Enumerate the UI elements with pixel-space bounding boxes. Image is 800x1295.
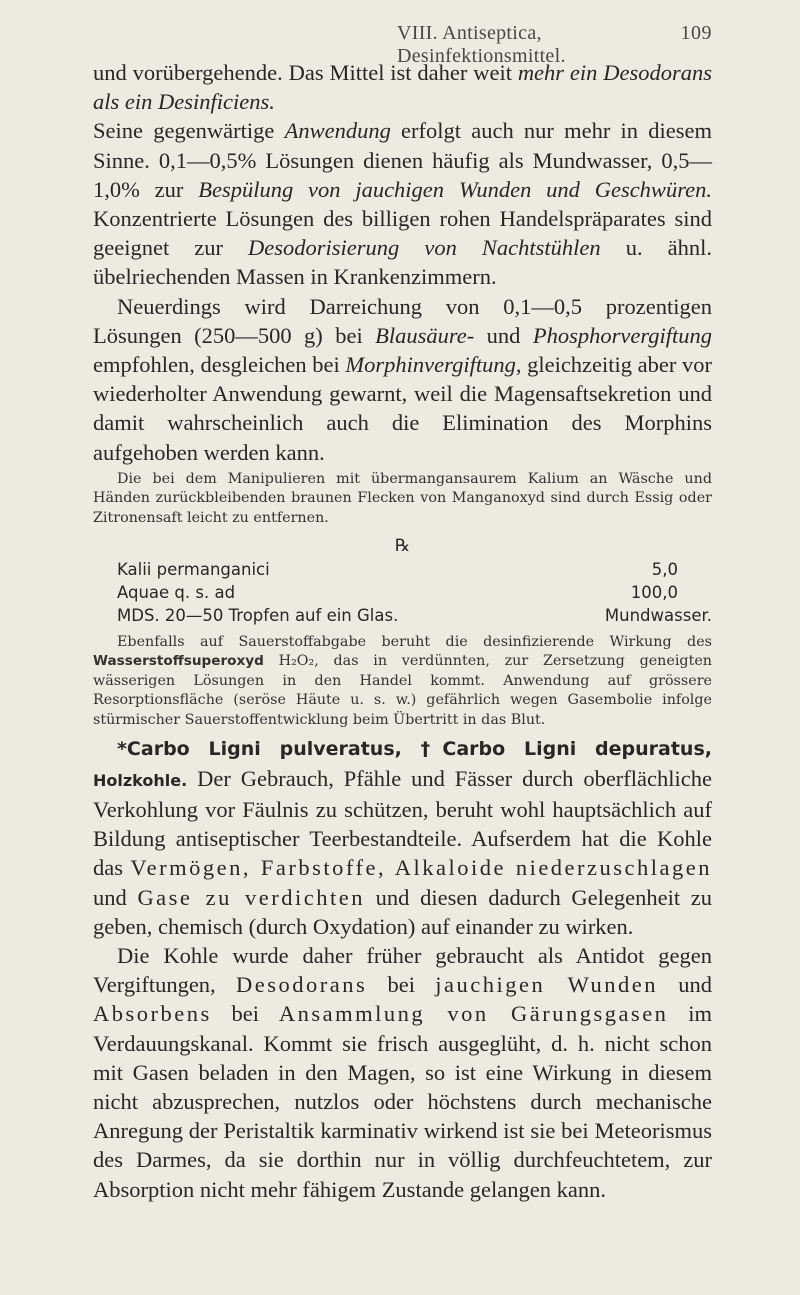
emphasis: Morphinvergiftung, bbox=[345, 352, 522, 378]
recipe-row bbox=[117, 581, 712, 604]
paragraph-vergiftung bbox=[93, 292, 712, 467]
paragraph-kohle-antidot bbox=[93, 941, 712, 1204]
recipe-item: Kalii permanganici bbox=[117, 559, 270, 579]
spaced-emphasis: Ansammlung von Gärungsgasen bbox=[278, 1001, 669, 1027]
emphasis: mehr ein Desodorans als ein Desinficiens. bbox=[93, 60, 712, 115]
spaced-emphasis: Vermögen, Farbstoffe, Alkaloide niederzuschlagen bbox=[130, 855, 712, 881]
recipe-dosage: MDS. 20—50 Tropfen auf ein Glas. bbox=[117, 605, 399, 625]
recipe-item: Aquae q. s. ad bbox=[117, 582, 236, 602]
text-run: Der Gebrauch, Pfähle und Fässer durch oberflächliche Verkohlung vor Fäulnis zu schützen, beruht wohl hauptsächlich auf Bildung antiseptischer Teerbestandteile. Aufserdem hat die Kohle das bbox=[93, 765, 712, 881]
text-run: empfohlen, desgleichen bei bbox=[93, 352, 346, 378]
note-flecken: Die bei dem Manipulieren mit übermangansaurem Kalium an Wäsche und Händen zurückbleibenden braunen Flecken von Manganoxyd sind durch Essig oder Zitronensaft leicht zu entfernen. bbox=[93, 470, 712, 527]
recipe-amount: 100,0 bbox=[630, 582, 678, 602]
text-run: erfolgt auch nur mehr in diesem Sinne. 0,1—0,5% Lösungen dienen häufig als Mundwasser, 0,5—1,0% zur bbox=[93, 118, 712, 202]
text-run: und diesen dadurch Gelegenheit zu geben, chemisch (durch Oxydation) auf einander zu wirken. bbox=[93, 884, 712, 939]
text-run: H₂O₂, das in verdünnten, zur Zersetzung geneigten wässerigen Lösungen in den Handel kommt. Anwendung auf grössere Resorptionsfläche (seröse Häute u. s. w.) gefährlich wegen Gasembolie infolge stürmischer Sauerstoffentwicklung beim Übertritt in das Blut. bbox=[93, 653, 712, 728]
spaced-emphasis: Desodorans bbox=[235, 972, 368, 998]
emphasis: Blausäure- bbox=[375, 322, 475, 348]
recipe-row bbox=[117, 558, 712, 581]
paragraph-desodorans bbox=[93, 58, 712, 292]
text-run: Ebenfalls auf Sauerstoffabgabe beruht die desinfizierende Wirkung des bbox=[117, 633, 712, 650]
spaced-emphasis: Absorbens bbox=[93, 1001, 212, 1027]
text-run: Seine gegenwärtige bbox=[93, 118, 285, 144]
paragraph-carbo-ligni bbox=[93, 733, 712, 941]
recipe-signatur bbox=[117, 604, 712, 627]
note-wasserstoffsuperoxyd bbox=[93, 633, 712, 731]
emphasis: Bespülung von jauchigen Wunden und Geschwüren. bbox=[198, 176, 712, 202]
text-run: Konzentrierte Lösungen des billigen rohen Handelspräparates sind geeignet zur bbox=[93, 206, 712, 261]
page-number: 109 bbox=[680, 22, 712, 44]
term: Wasserstoffsuperoxyd bbox=[93, 653, 264, 670]
text-run: und bbox=[657, 972, 713, 998]
drug-name: *Carbo Ligni pulveratus, †Carbo Ligni depuratus, bbox=[117, 737, 712, 760]
emphasis: Desodorisierung von Nachtstühlen bbox=[248, 235, 601, 261]
text-run: bei bbox=[211, 1001, 279, 1027]
recipe-amount: 5,0 bbox=[651, 559, 678, 579]
text-run: im Verdauungskanal. Kommt sie frisch ausgeglüht, d. h. nicht schon mit Gasen beladen in den Magen, so ist eine Wirkung in diesem nicht abzusprechen, nutzlos oder höchstens durch mechanische Anregung der Peristaltik karminativ wirkend ist sie bei Meteorismus des Darmes, da sie dorthin nur in völlig durchfeuchtetem, zur Absorption nicht mehr fähigem Zustande gelangen kann. bbox=[93, 1001, 712, 1202]
prescription bbox=[117, 535, 712, 627]
emphasis: Phosphorvergiftung bbox=[532, 322, 712, 348]
running-header bbox=[93, 22, 712, 67]
text-run: Die Kohle wurde daher früher gebraucht als Antidot gegen Vergiftungen, bbox=[93, 943, 712, 998]
drug-common-name: Holzkohle. bbox=[93, 770, 188, 790]
page-body bbox=[93, 58, 712, 1204]
text-run: und bbox=[93, 884, 138, 910]
recipe-symbol: ℞ bbox=[394, 535, 411, 556]
text-run: und vorübergehende. Das Mittel ist daher weit bbox=[93, 60, 518, 85]
spaced-emphasis: jauchigen Wunden bbox=[435, 972, 658, 998]
spaced-emphasis: Gase zu verdichten bbox=[137, 884, 365, 910]
text-run: und bbox=[474, 322, 533, 348]
text-run: gleichzeitig aber vor wiederholter Anwendung gewarnt, weil die Magensaftsekretion und damit wahrscheinlich auch die Elimination des Morphins aufgehoben werden kann. bbox=[93, 352, 712, 465]
text-run: bei bbox=[367, 972, 436, 998]
text-run: u. ähnl. übelriechenden Massen in Krankenzimmern. bbox=[93, 235, 712, 290]
text-run: Neuerdings wird Darreichung von 0,1—0,5 prozentigen Lösungen (250—500 g) bei bbox=[93, 293, 712, 348]
recipe-purpose: Mundwasser. bbox=[604, 605, 712, 625]
section-title: VIII. Antiseptica, Desinfektionsmittel. bbox=[397, 22, 566, 67]
emphasis: Anwendung bbox=[284, 118, 391, 144]
